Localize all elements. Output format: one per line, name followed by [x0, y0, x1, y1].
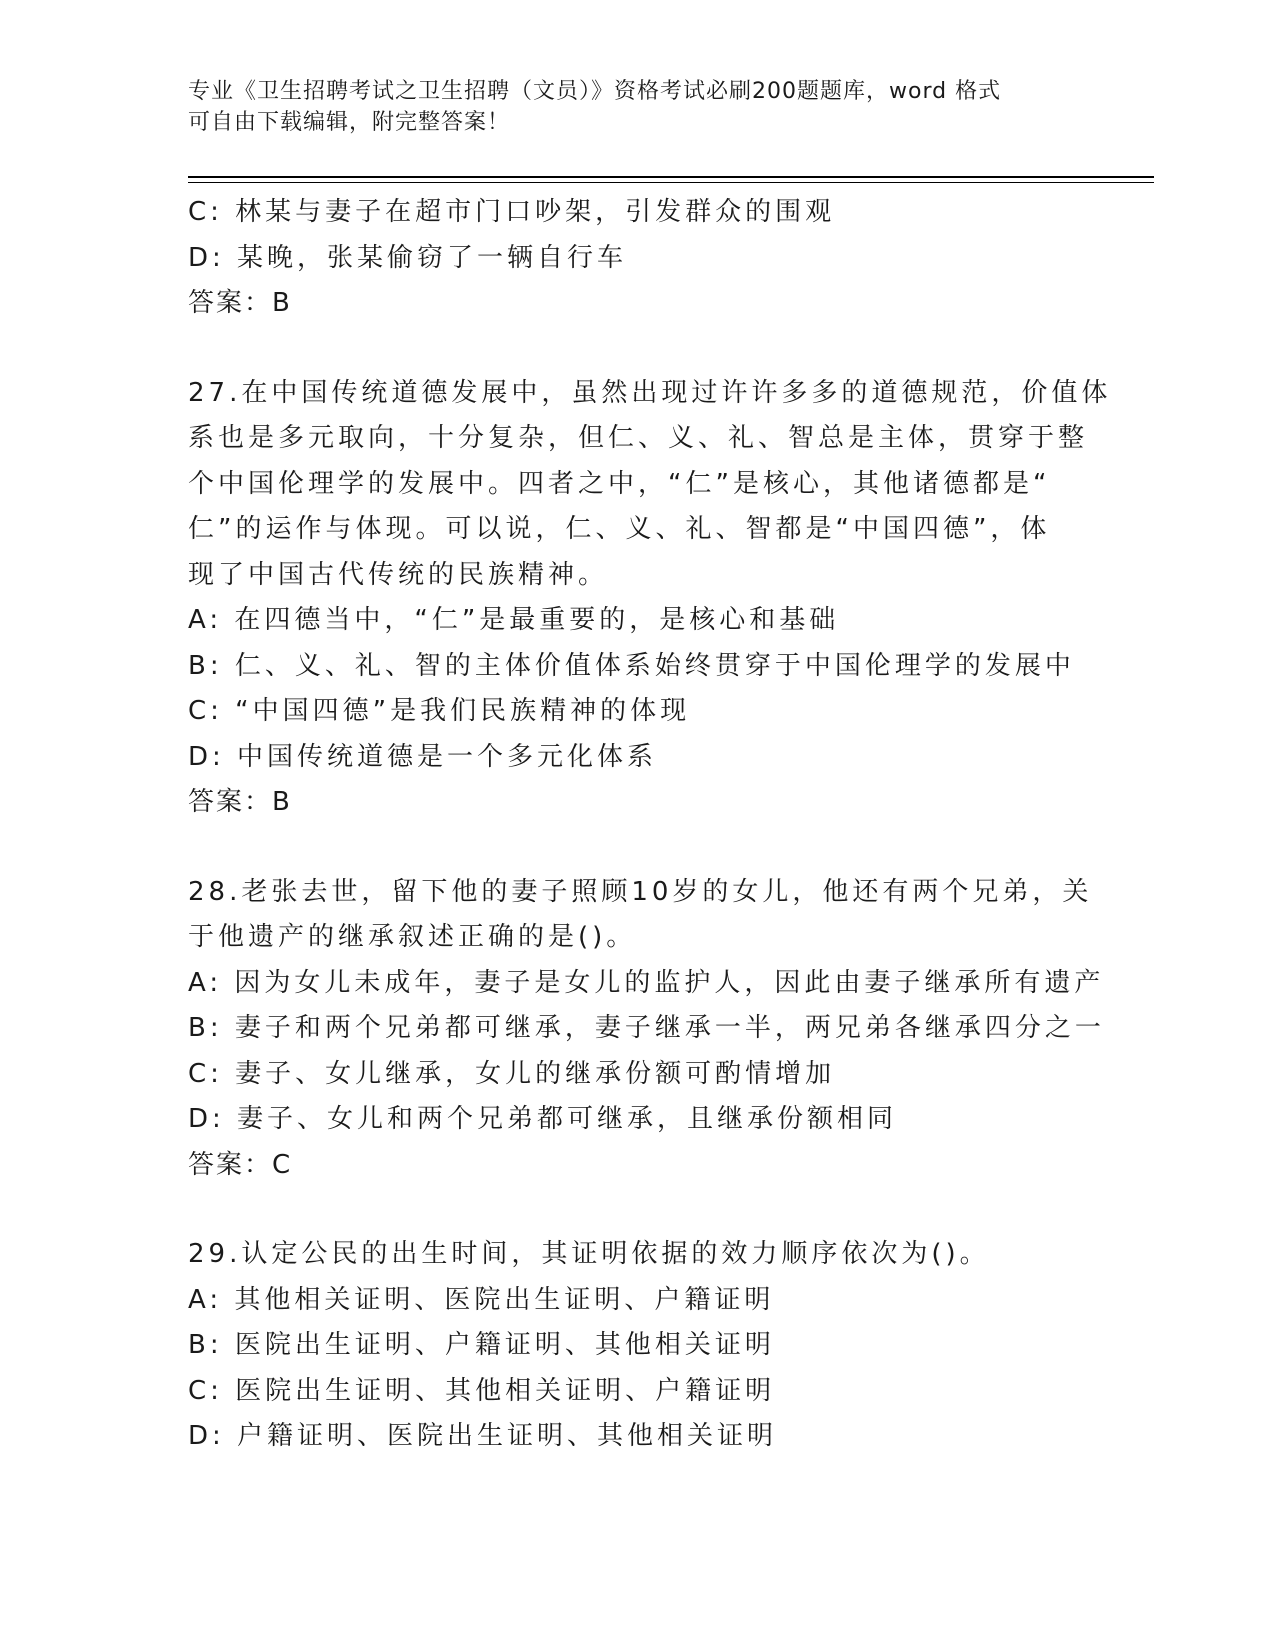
option-d: D: 中国传统道德是一个多元化体系	[188, 741, 658, 772]
option-d: D: 妻子、女儿和两个兄弟都可继承，且继承份额相同	[188, 1104, 898, 1134]
option-c: C: “中国四德”是我们民族精神的体现	[188, 696, 691, 726]
question-spacer	[188, 826, 1108, 870]
question-spacer	[188, 327, 1108, 371]
option-d: D: 某晚，张某偷窃了一辆自行车	[188, 242, 628, 273]
option-c: C: 林某与妻子在超市门口吵架，引发群众的围观	[188, 197, 836, 227]
question-stem-line: 仁”的运作与体现。可以说，仁、义、礼、智都是“中国四德”，体	[188, 514, 1051, 544]
document-header	[188, 76, 1088, 138]
question-stem-line: 系也是多元取向，十分复杂，但仁、义、礼、智总是主体，贯穿于整	[188, 423, 1089, 453]
question-list	[188, 190, 1112, 1460]
option-a: A: 在四德当中，“仁”是最重要的，是核心和基础	[188, 605, 840, 635]
question-spacer	[188, 1188, 1108, 1232]
option-b: B: 仁、义、礼、智的主体价值体系始终贯穿于中国伦理学的发展中	[188, 650, 1075, 681]
option-b: B: 医院出生证明、户籍证明、其他相关证明	[188, 1330, 775, 1360]
option-a: A: 其他相关证明、医院出生证明、户籍证明	[188, 1284, 775, 1315]
question-28	[188, 870, 1108, 1189]
option-c: C: 妻子、女儿继承，女儿的继承份额可酌情增加	[188, 1058, 836, 1089]
question-stem-line: 27.在中国传统道德发展中，虽然出现过许许多多的道德规范，价值体	[188, 377, 1112, 408]
option-d: D: 户籍证明、医院出生证明、其他相关证明	[188, 1421, 778, 1451]
header-divider-thin	[188, 182, 1154, 183]
question-stem-line: 于他遗产的继承叙述正确的是()。	[188, 922, 637, 952]
option-c: C: 医院出生证明、其他相关证明、户籍证明	[188, 1375, 776, 1406]
question-stem-line: 个中国伦理学的发展中。四者之中，“仁”是核心，其他诸德都是“	[188, 468, 1051, 499]
question-stem-line: 28.老张去世，留下他的妻子照顾10岁的女儿，他还有两个兄弟，关	[188, 876, 1093, 907]
answer-line: 答案：C	[188, 1149, 293, 1180]
header-divider-thick	[188, 176, 1154, 178]
previous-question-tail	[188, 190, 1108, 327]
header-title-line-2: 可自由下载编辑，附完整答案！	[188, 110, 511, 135]
question-27	[188, 371, 1112, 826]
question-stem-line: 现了中国古代传统的民族精神。	[188, 559, 609, 590]
answer-line: 答案：B	[188, 787, 292, 817]
answer-line: 答案：B	[188, 288, 292, 318]
option-b: B: 妻子和两个兄弟都可继承，妻子继承一半，两兄弟各继承四分之一	[188, 1013, 1105, 1043]
option-a: A: 因为女儿未成年，妻子是女儿的监护人，因此由妻子继承所有遗产	[188, 967, 1105, 998]
question-stem-line: 29.认定公民的出生时间，其证明依据的效力顺序依次为()。	[188, 1239, 990, 1269]
question-29	[188, 1232, 1108, 1460]
header-title-line-1: 专业《卫生招聘考试之卫生招聘（文员）》资格考试必刷200题题库，word 格式	[188, 79, 1002, 104]
